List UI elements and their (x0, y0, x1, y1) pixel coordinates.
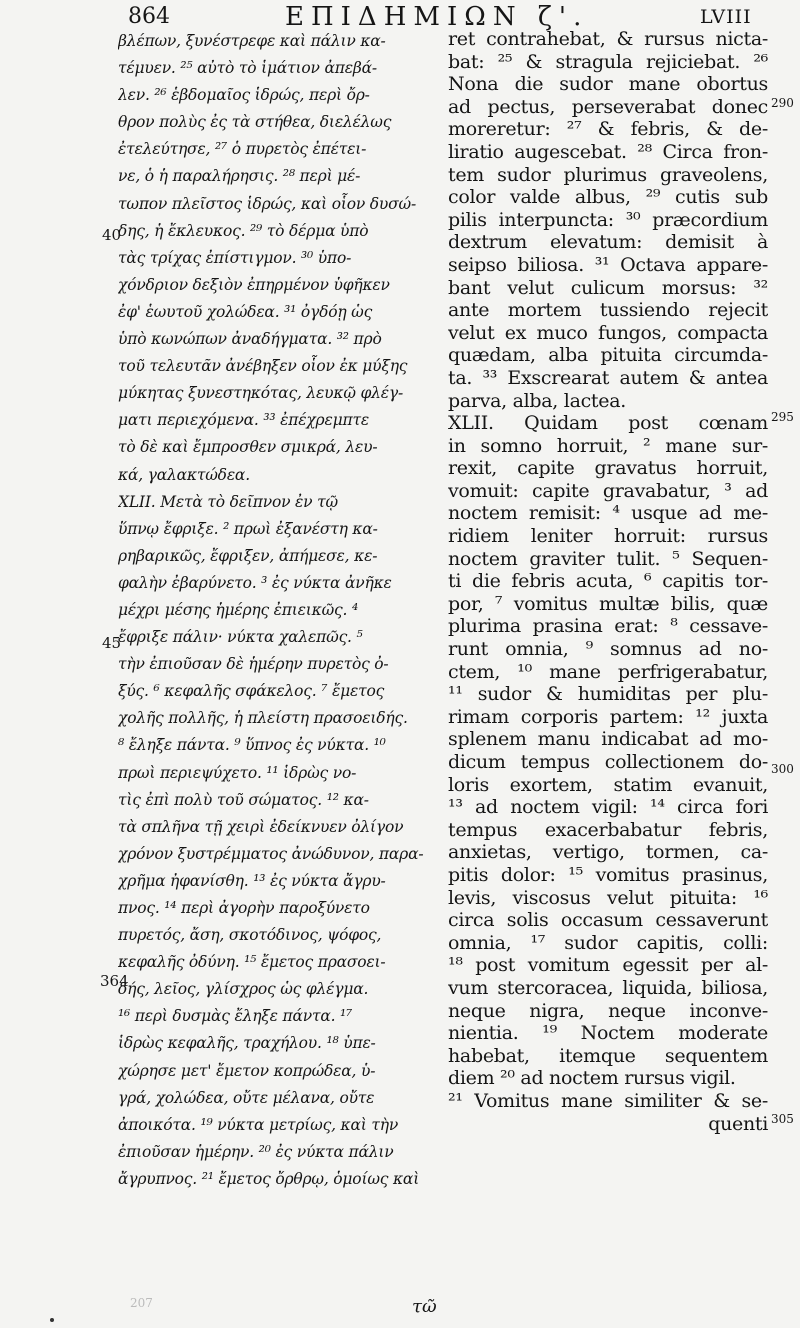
latin-text-line: seipso biliosa. ³¹ Octava appare- (448, 253, 768, 276)
greek-text-line: πρωὶ περιεψύχετο. ¹¹ ἱδρὼς νο- (118, 763, 357, 782)
margin-line-number: 45 (102, 634, 122, 652)
latin-text-line: tem sudor plurimus graveolens, (448, 163, 768, 186)
greek-text-line: πυρετός, ἄση, σκοτόδινος, ψόφος, (118, 926, 382, 945)
greek-text-line: φαλὴν ἐβαρύνετο. ³ ἐς νύκτα ἀνῆκε (118, 573, 392, 592)
latin-text-line: bant velut culicum morsus: ³² (448, 276, 768, 299)
running-title: ΕΠΙΔΗΜΙΩΝ ζ'. (285, 2, 589, 32)
latin-text-line: liratio augescebat. ²⁸ Circa fron- (448, 140, 768, 163)
latin-text-line: diem ²⁰ ad noctem rursus vigil. (448, 1067, 736, 1090)
latin-text-line: ti die febris acuta, ⁶ capitis tor- (448, 570, 768, 593)
latin-text-line: vomuit: capite gravabatur, ³ ad (448, 479, 768, 502)
latin-text-line: ta. ³³ Exscrearat autem & antea (448, 366, 768, 389)
latin-text-line: rexit, capite gravatus horruit, (448, 457, 768, 480)
latin-text-line: levis, viscosus velut pituita: ¹⁶ (448, 886, 768, 909)
latin-text-line: parva, alba, lactea. (448, 389, 626, 412)
latin-text-line: velut ex muco fungos, compacta (448, 321, 768, 344)
greek-text-line: ρηβαρικῶς, ἔφριξεν, ἀπήμεσε, κε- (118, 546, 378, 565)
latin-text-line: bat: ²⁵ & stragula rejiciebat. ²⁶ (448, 50, 768, 73)
margin-line-number: 40 (102, 226, 122, 244)
latin-text-line: pitis dolor: ¹⁵ vomitus prasinus, (448, 863, 768, 886)
latin-text-line: quædam, alba pituita circumda- (448, 344, 768, 367)
latin-text-line: in somno horruit, ² mane sur- (448, 434, 768, 457)
greek-text-line: βλέπων, ξυνέστρεφε καὶ πάλιν κα- (118, 32, 386, 50)
greek-text-line: δης, ἡ ἔκλευκος. ²⁹ τὸ δέρμα ὑπὸ (118, 221, 369, 240)
greek-text-line: χώρησε μετ' ἔμετον κοπρώδεα, ὑ- (118, 1061, 376, 1080)
greek-text-line: ὑπὸ κωνώπων ἀναδήγματα. ³² πρὸ (118, 330, 382, 349)
greek-text-line: τέμυεν. ²⁵ αὐτὸ τὸ ἱμάτιον ἀπεβά- (118, 59, 377, 78)
greek-text-line: γρά, χολώδεα, οὔτε μέλανα, οὔτε (118, 1088, 375, 1107)
greek-text-line: ἐτελεύτησε, ²⁷ ὁ πυρετὸς ἐπέτει- (118, 140, 367, 159)
greek-text-line: χρόνον ξυστρέμματος ἀνώδυνον, παρα- (118, 844, 424, 863)
greek-text-line: πνος. ¹⁴ περὶ ἀγορὴν παροξύνετο (118, 899, 370, 917)
greek-text-line: ξύς. ⁶ κεφαλῆς σφάκελος. ⁷ ἔμετος (118, 682, 385, 701)
greek-text-line: χόνδριον δεξιὸν ἐπηρμένον ὑφῆκεν (118, 275, 390, 294)
latin-catchword: quenti (708, 1112, 768, 1135)
greek-text-line: τὰ σπλῆνα τῇ χειρὶ ἐδείκνυεν ὀλίγον (118, 817, 404, 836)
latin-text-line: ad pectus, perseverabat donec (448, 95, 768, 118)
latin-text-line: ctem, ¹⁰ mane perfrigerabatur, (448, 660, 768, 683)
greek-text-line: XLII. Μετὰ τὸ δεῖπνον ἐν τῷ (118, 492, 338, 511)
latin-text-line: ret contrahebat, & rursus nicta- (448, 28, 768, 50)
latin-text-line: dicum tempus collectionem do- (448, 751, 768, 773)
greek-text-line: μύκητας ξυνεστηκότας, λευκῷ φλέγ- (118, 384, 404, 403)
greek-text-line: τὶς ἐπὶ πολὺ τοῦ σώματος. ¹² κα- (118, 790, 369, 809)
paper-speck (50, 1318, 54, 1322)
greek-text-line: θρον πολὺς ἐς τὰ στήθεα, διελέλως (118, 113, 392, 132)
greek-text-line: νε, ὁ ἡ παραλήρησις. ²⁸ περὶ μέ- (118, 167, 361, 186)
greek-catchword: τῶ (412, 1296, 437, 1317)
latin-text-line: noctem graviter tulit. ⁵ Sequen- (448, 547, 768, 570)
latin-text-line: plurima prasina erat: ⁸ cessave- (448, 615, 768, 638)
latin-text-column (448, 28, 768, 1135)
greek-text-line: ματι περιεχόμενα. ³³ ἐπέχρεμπτε (118, 411, 369, 430)
latin-text-line: Nona die sudor mane obortus (448, 73, 768, 96)
latin-text-line: moreretur: ²⁷ & febris, & de- (448, 118, 768, 141)
latin-text-line: XLII. Quidam post cœnam (448, 412, 768, 435)
greek-text-line: ⁸ ἔληξε πάντα. ⁹ ὕπνος ἐς νύκτα. ¹⁰ (118, 736, 386, 755)
latin-text-line: splenem manu indicabat ad mo- (448, 728, 768, 751)
greek-text-line: τὴν ἐπιοῦσαν δὲ ἡμέρην πυρετὸς ὀ- (118, 655, 389, 674)
greek-text-line: ἱδρὼς κεφαλῆς, τραχήλου. ¹⁸ ὑπε- (118, 1034, 376, 1053)
greek-text-line: λεν. ²⁶ ἑβδομαῖος ἱδρώς, περὶ ὄρ- (118, 86, 370, 105)
latin-text-line: por, ⁷ vomitus multæ bilis, quæ (448, 592, 768, 615)
latin-text-line: ¹⁸ post vomitum egessit per al- (448, 954, 768, 977)
greek-text-line: τὸ δὲ καὶ ἔμπροσθεν σμικρά, λευ- (118, 438, 378, 457)
latin-text-line: color valde albus, ²⁹ cutis sub (448, 186, 768, 209)
greek-text-line: τὰς τρίχας ἐπίστιγμον. ³⁰ ὑπο- (118, 248, 352, 267)
latin-text-line: ante mortem tussiendo rejecit (448, 299, 768, 322)
latin-text-line: loris exortem, statim evanuit, (448, 773, 768, 796)
greek-text-line: τωπον πλεῖστος ἱδρώς, καὶ οἷον δυσώ- (118, 194, 417, 213)
latin-text-line: habebat, itemque sequentem (448, 1044, 768, 1067)
latin-text-line: ¹³ ad noctem vigil: ¹⁴ circa fori (448, 796, 768, 819)
greek-text-line: ἐπιοῦσαν ἡμέρην. ²⁰ ἐς νύκτα πάλιν (118, 1142, 394, 1161)
greek-text-line: ἀποικότα. ¹⁹ νύκτα μετρίως, καὶ τὴν (118, 1115, 399, 1134)
greek-text-line: ¹⁶ περὶ δυσμὰς ἔληξε πάντα. ¹⁷ (118, 1007, 353, 1026)
page-number: 864 (128, 4, 170, 29)
latin-text-line: anxietas, vertigo, tormen, ca- (448, 841, 768, 864)
margin-line-number: 305 (771, 1112, 794, 1126)
latin-text-line: vum stercoracea, liquida, biliosa, (448, 976, 768, 999)
margin-line-number: 290 (771, 96, 794, 110)
greek-text-line: χολῆς πολλῆς, ἡ πλείστη πρασοειδής. (118, 709, 408, 728)
latin-text-line: noctem remisit: ⁴ usque ad me- (448, 502, 768, 525)
greek-text-line: χρῆμα ἠφανίσθη. ¹³ ἐς νύκτα ἄγρυ- (118, 871, 386, 890)
show-through-number: 207 (130, 1296, 153, 1310)
latin-text-line: dextrum elevatum: demisit à (448, 231, 768, 254)
margin-line-number: 300 (771, 762, 794, 776)
greek-text-line: ἐφ' ἑωυτοῦ χολώδεα. ³¹ ὀγδόῃ ὡς (118, 302, 373, 321)
latin-text-line: ²¹ Vomitus mane similiter & se- (448, 1089, 768, 1112)
latin-text-line: pilis interpuncta: ³⁰ præcordium (448, 208, 768, 231)
margin-line-number: 295 (771, 410, 794, 424)
greek-text-line: δής, λεῖος, γλίσχρος ὡς φλέγμα. (118, 980, 369, 999)
latin-text-line: ¹¹ sudor & humiditas per plu- (448, 683, 768, 706)
greek-text-line: μέχρι μέσης ἡμέρης ἐπιεικῶς. ⁴ (118, 600, 358, 619)
latin-text-line: omnia, ¹⁷ sudor capitis, colli: (448, 931, 768, 954)
latin-text-line: rimam corporis partem: ¹² juxta (448, 705, 768, 728)
greek-text-column (118, 28, 430, 1193)
greek-text-line: ἄγρυπνος. ²¹ ἔμετος ὄρθρῳ, ὁμοίως καὶ (118, 1169, 420, 1188)
latin-text-line: nientia. ¹⁹ Noctem moderate (448, 1022, 768, 1045)
greek-text-line: κεφαλῆς ὀδύνη. ¹⁵ ἔμετος πρασοει- (118, 953, 386, 972)
latin-text-line: neque nigra, neque inconve- (448, 999, 768, 1022)
section-number: LVIII (700, 6, 752, 28)
greek-text-line: ἔφριξε πάλιν· νύκτα χαλεπῶς. ⁵ (118, 628, 363, 647)
latin-text-line: ridiem leniter horruit: rursus (448, 525, 768, 548)
greek-text-line: ὕπνῳ ἔφριξε. ² πρωὶ ἐξανέστη κα- (118, 519, 378, 538)
latin-text-line: runt omnia, ⁹ somnus ad no- (448, 638, 768, 661)
margin-line-number: 364 (100, 972, 129, 990)
greek-text-line: κά, γαλακτώδεα. (118, 465, 250, 484)
latin-text-line: tempus exacerbabatur febris, (448, 818, 768, 841)
latin-text-line: circa solis occasum cessaverunt (448, 909, 768, 932)
greek-text-line: τοῦ τελευτᾶν ἀνέβηξεν οἷον ἐκ μύξης (118, 357, 408, 376)
